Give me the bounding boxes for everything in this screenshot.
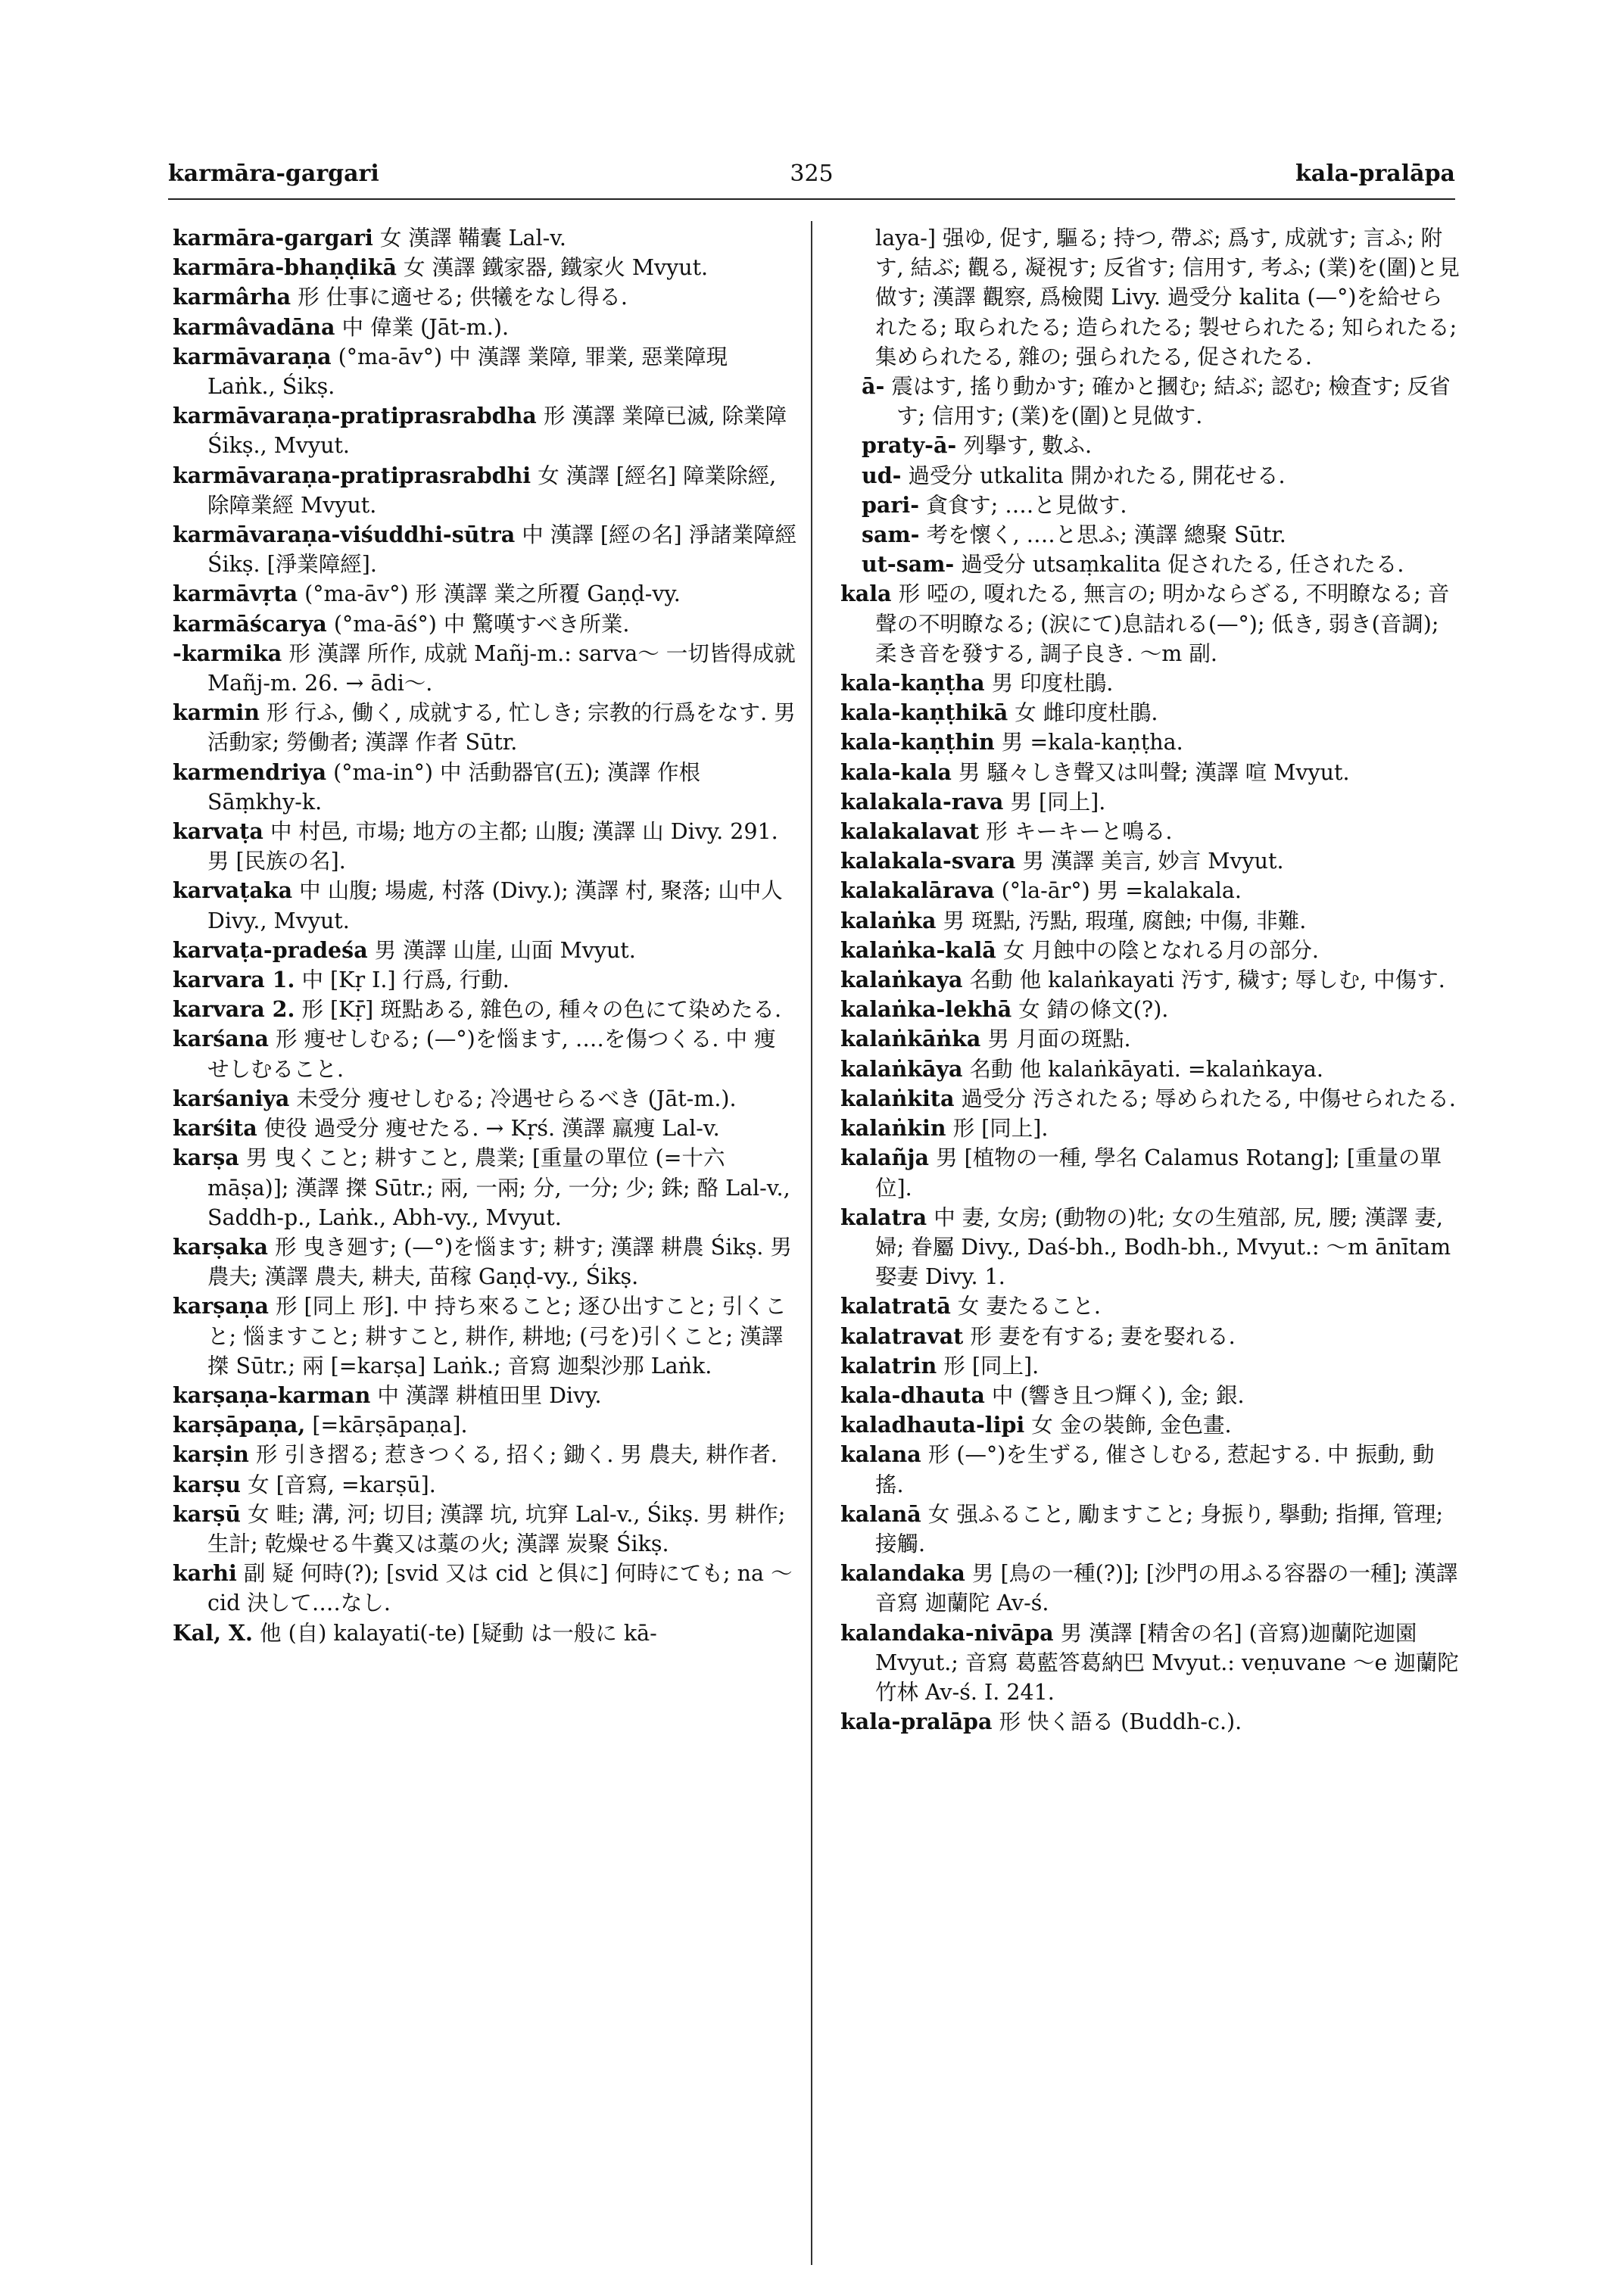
dictionary-entry (173, 579, 797, 609)
entry-headword: karṣu (173, 1471, 241, 1497)
dictionary-entry (840, 876, 1461, 905)
entry-definition: 形 行ふ, 働く, 成就する, 忙しき; 宗教的行爲をなす. 男 活動家; 勞働者; 漢譯 作者 Sūtr. (207, 700, 796, 756)
entry-definition: 男 [同上]. (1010, 789, 1106, 815)
entry-headword: kalatra (840, 1204, 927, 1230)
entry-headword: karvaṭa-pradeśa (173, 936, 368, 963)
entry-headword: karmāvaraṇa-pratiprasrabdhi (173, 462, 531, 488)
entry-definition: 中 村邑, 市場; 地方の主都; 山腹; 漢譯 山 Divy. 291. 男 [民族の名]. (207, 819, 778, 874)
entry-definition: (°ma-āv°) 形 漢譯 業之所覆 Gaṇḍ-vy. (304, 581, 681, 607)
dictionary-entry (173, 1084, 797, 1114)
entry-headword: kalaṅka-lekhā (840, 996, 1012, 1023)
entry-headword: kalaṅkita (840, 1085, 955, 1111)
dictionary-entry (173, 342, 797, 401)
dictionary-entry (840, 431, 1461, 460)
entry-headword: karṣaṇa-karman (173, 1382, 371, 1408)
entry-headword: ud- (862, 462, 902, 488)
dictionary-entry (840, 846, 1461, 876)
entry-headword: karśita (173, 1115, 257, 1142)
entry-definition: (°la-ār°) 男 =kalakala. (1001, 878, 1242, 904)
dictionary-entry (173, 609, 797, 639)
entry-definition: 男 [植物の一種, 學名 Calamus Rotang]; [重量の單位]. (875, 1145, 1442, 1201)
entry-headword: karmâvadāna (173, 313, 335, 340)
entry-headword: karmāra-gargari (173, 225, 373, 251)
dictionary-entry (173, 995, 797, 1024)
dictionary-entry (840, 1203, 1461, 1292)
entry-definition: 形 漢譯 所作, 成就 Mañj-m.: sarva〜 一切皆得成就 Mañj-m. 26. → ādi〜. (207, 640, 796, 696)
entry-definition: 形 快く語る (Buddh-c.). (999, 1709, 1242, 1735)
dictionary-entry (840, 1024, 1461, 1054)
dictionary-entry (173, 1381, 797, 1410)
dictionary-entry (840, 906, 1461, 936)
dictionary-entry (173, 758, 797, 817)
entry-definition: 形 啞の, 嗄れたる, 無言の; 明かならざる, 不明瞭なる; 音聲の不明瞭なる; (涙にて)息詰れる(—°); 低き, 弱き(音調); 柔き音を發する, 調子良き. 〜m 副. (875, 581, 1450, 666)
entry-definition: 形 痩せしむる; (—°)を惱ます, ‥‥を傷つくる. 中 痩せしむること. (207, 1027, 776, 1082)
dictionary-entry (840, 1707, 1461, 1737)
entry-headword: -karmika (173, 640, 282, 666)
entry-headword: karṣāpaṇa, (173, 1412, 306, 1438)
entry-headword: karvaṭaka (173, 877, 293, 904)
entry-headword: kala-pralāpa (840, 1709, 993, 1735)
dictionary-entry (173, 1618, 797, 1648)
entry-definition: 形 [同上 形]. 中 持ち來ること; 逐ひ出すこと; 引くこと; 惱ますこと; 耕すこと, 耕作, 耕地; (弓を)引くこと; 漢譯 搩 Sūtr.; 兩 [=karṣa] Laṅk.; 音寫 迦梨沙那 Laṅk. (207, 1294, 787, 1379)
entry-definition: 女 錆の條文(?). (1018, 997, 1169, 1023)
dictionary-entry (840, 461, 1461, 491)
entry-definition: 未受分 痩せしむる; 冷遇せらるべき (Jāt-m.). (296, 1086, 737, 1111)
entry-headword: karhi (173, 1560, 237, 1587)
entry-headword: kalatratā (840, 1293, 951, 1319)
entry-definition: 男 漢譯 美言, 妙言 Mvyut. (1022, 849, 1284, 874)
entry-definition: 形 [同上]. (952, 1116, 1049, 1142)
dictionary-entry (840, 1440, 1461, 1499)
left-column (173, 223, 797, 1648)
entry-headword: kala (840, 581, 892, 607)
dictionary-entry (840, 1322, 1461, 1351)
entry-definition: 過受分 汚されたる; 辱められたる, 中傷せられたる. (961, 1086, 1456, 1111)
entry-definition: 形 漢譯 業障已滅, 除業障 Śikṣ., Mvyut. (207, 403, 787, 459)
entry-headword: kalatravat (840, 1323, 964, 1349)
entry-definition: 名動 他 kalaṅkāyati. =kalaṅkaya. (969, 1056, 1323, 1082)
dictionary-entry (840, 817, 1461, 846)
entry-headword: Kal, X. (173, 1619, 253, 1646)
entry-definition: 男 =kala-kaṇṭha. (1001, 730, 1183, 756)
entry-headword: kalaṅka-kalā (840, 936, 996, 963)
dictionary-entry (173, 1500, 797, 1559)
entry-headword: kaladhauta-lipi (840, 1412, 1025, 1438)
entry-definition: 形 曳き廻す; (—°)を惱ます; 耕す; 漢譯 耕農 Śikṣ. 男 農夫; 漢譯 農夫, 耕夫, 苗稼 Gaṇḍ-vy., Śikṣ. (207, 1234, 792, 1290)
entry-definition: 男 [鳥の一種(?)]; [沙門の用ふる容器の一種]; 漢譯 音寫 迦蘭陀 Av-ś. (875, 1561, 1458, 1616)
entry-definition: 女 漢譯 鐵家器, 鐵家火 Mvyut. (404, 255, 709, 281)
dictionary-entry (840, 520, 1461, 550)
dictionary-entry (173, 1559, 797, 1618)
header-left-guide-word: karmāra-gargari (168, 160, 379, 187)
entry-headword: ut-sam- (862, 551, 955, 578)
entry-headword: kalatrin (840, 1352, 937, 1379)
entry-definition: 形 キーキーと鳴る. (986, 819, 1173, 845)
entry-headword: kalana (840, 1441, 921, 1468)
entry-headword: karmendriya (173, 759, 327, 785)
entry-definition: 過受分 utsaṃkalita 促されたる, 任されたる. (961, 552, 1404, 578)
dictionary-entry (173, 817, 797, 876)
entry-headword: kalakala-svara (840, 848, 1016, 874)
dictionary-entry (840, 1055, 1461, 1084)
dictionary-entry (840, 372, 1461, 431)
entry-definition: 形 [Kṝ] 斑點ある, 雜色の, 種々の色にて染めたる. (301, 997, 782, 1023)
entry-definition: 女 强ふること, 勵ますこと; 身振り, 擧動; 指揮, 管理; 接觸. (875, 1501, 1444, 1556)
entry-definition: 女 漢譯 鞴囊 Lal-v. (379, 226, 566, 251)
entry-headword: karṣa (173, 1145, 239, 1171)
entry-headword: kalakalārava (840, 877, 995, 904)
entry-definition: 列擧す, 數ふ. (963, 433, 1093, 459)
entry-headword: karmāvaraṇa-viśuddhi-sūtra (173, 522, 516, 548)
dictionary-entry (173, 461, 797, 520)
dictionary-entry (840, 1291, 1461, 1321)
entry-definition: 女 雌印度杜鵑. (1015, 700, 1158, 726)
dictionary-entry (173, 253, 797, 282)
entry-definition: 男 月面の斑點. (987, 1027, 1131, 1052)
entry-headword: kala-dhauta (840, 1382, 985, 1408)
entry-headword: kalanā (840, 1500, 921, 1527)
entry-headword: karmāścarya (173, 610, 327, 637)
dictionary-entry (173, 639, 797, 698)
entry-definition: 中 偉業 (Jāt-m.). (341, 314, 510, 340)
entry-headword: kalakala-rava (840, 788, 1004, 815)
entry-headword: kalañja (840, 1145, 930, 1171)
dictionary-entry (173, 1440, 797, 1469)
entry-definition: 女 漢譯 [經名] 障業除經, 除障業經 Mvyut. (207, 463, 777, 518)
entry-headword: kalandaka (840, 1560, 965, 1587)
dictionary-entry (840, 1351, 1461, 1381)
entry-definition: 女 妻たること. (957, 1294, 1101, 1319)
entry-definition: 男 漢譯 [精舍の名] (音寫)迦蘭陀迦園 Mvyut.; 音寫 葛藍答葛納巴 Mvyut.: veṇuvane 〜e 迦蘭陀竹林 Av-ś. I. 241. (875, 1620, 1459, 1705)
entry-headword: kalakalavat (840, 818, 980, 845)
dictionary-entry (840, 491, 1461, 520)
dictionary-entry (840, 668, 1461, 698)
entry-headword: karmāra-bhaṇḍikā (173, 254, 397, 281)
dictionary-entry (840, 1143, 1461, 1202)
entry-headword: karmāvṛta (173, 581, 298, 607)
dictionary-entry (173, 401, 797, 460)
entry-headword: karmârha (173, 284, 291, 310)
entry-headword: pari- (862, 491, 920, 518)
dictionary-entry (840, 223, 1461, 372)
dictionary-entry (173, 965, 797, 995)
entry-definition: 形 (—°)を生ずる, 催さしむる, 惹起する. 中 振動, 動搖. (875, 1442, 1435, 1497)
entry-definition: 震はす, 搖り動かす; 確かと摑む; 結ぶ; 認む; 檢査す; 反省す; 信用す; (業)を(圍)と見做す. (891, 374, 1451, 429)
dictionary-entry (840, 550, 1461, 579)
entry-definition: 男 印度杜鵑. (991, 671, 1114, 696)
dictionary-entry (173, 1410, 797, 1440)
entry-headword: kalaṅkin (840, 1115, 946, 1142)
entry-definition: (°ma-āv°) 中 漢譯 業障, 罪業, 惡業障現 Laṅk., Śikṣ. (207, 344, 728, 400)
entry-headword: kalandaka-nivāpa (840, 1619, 1054, 1646)
entry-definition: 中 山腹; 場處, 村落 (Divy.); 漢譯 村, 聚落; 山中人 Divy., Mvyut. (207, 878, 783, 933)
entry-definition: 貪食す; ‥‥と見做す. (926, 492, 1127, 518)
entry-definition: 女 畦; 溝, 河; 切目; 漢譯 坑, 坑穽 Lal-v., Śikṣ. 男 耕作; 生計; 乾燥せる牛糞又は藁の火; 漢譯 炭聚 Śikṣ. (207, 1501, 786, 1556)
entry-headword: ā- (862, 373, 885, 400)
dictionary-entry (840, 1114, 1461, 1143)
entry-headword: karṣaṇa (173, 1293, 269, 1319)
dictionary-entry (173, 698, 797, 757)
entry-definition: 副 疑 何時(?); [svid 又は cid と俱に] 何時にても; na 〜 cid 決して‥‥なし. (207, 1561, 793, 1616)
dictionary-entry (173, 876, 797, 935)
entry-definition: [=kārṣāpaṇa]. (312, 1413, 468, 1438)
entry-definition: 女 [音寫, =karṣū]. (248, 1472, 436, 1497)
entry-definition: 男 曳くこと; 耕すこと, 農業; [重量の單位 (=十六 māṣa)]; 漢譯 搩 Sūtr.; 兩, 一兩; 分, 一分; 少; 銖; 酪 Lal-v., Saddh-p., Laṅk., Abh-vy., Mvyut. (207, 1145, 790, 1230)
dictionary-entry (840, 1381, 1461, 1410)
entry-headword: praty-ā- (862, 432, 957, 459)
dictionary-entry (173, 936, 797, 965)
entry-headword: kalaṅkāya (840, 1055, 963, 1082)
dictionary-entry (840, 1618, 1461, 1708)
entry-definition: 名動 他 kalaṅkayati 汚す, 穢す; 辱しむ, 中傷す. (969, 967, 1445, 993)
entry-definition: 男 漢譯 山崖, 山面 Mvyut. (374, 937, 636, 963)
entry-headword: karvaṭa (173, 818, 263, 845)
column-divider (811, 221, 812, 2265)
dictionary-entry (173, 1291, 797, 1381)
dictionary-entry (840, 995, 1461, 1024)
dictionary-entry (840, 1084, 1461, 1114)
dictionary-entry (173, 1143, 797, 1232)
dictionary-entry (840, 698, 1461, 727)
entry-headword: karṣaka (173, 1233, 268, 1260)
entry-definition: 中 (響き且つ輝く), 金; 銀. (991, 1382, 1245, 1408)
dictionary-entry (173, 1232, 797, 1291)
entry-definition: 形 引き摺る; 惹きつくる, 招く; 鋤く. 男 農夫, 耕作者. (255, 1442, 778, 1468)
entry-definition: 中 漢譯 [經の名] 淨諸業障經 Śikṣ. [淨業障經]. (207, 522, 797, 578)
entry-definition: 形 [同上]. (943, 1353, 1040, 1379)
page-number: 325 (790, 160, 834, 187)
entry-definition: (°ma-āś°) 中 驚嘆すべき所業. (333, 611, 630, 637)
entry-definition: 女 月蝕中の陰となれる月の部分. (1002, 937, 1319, 963)
entry-definition: 男 斑點, 汚點, 瑕瑾, 腐蝕; 中傷, 非難. (943, 908, 1307, 933)
entry-definition: 中 [Kṛ I.] 行爲, 行動. (301, 967, 510, 993)
entry-headword: kalaṅkaya (840, 967, 963, 993)
entry-headword: karvara 2. (173, 996, 295, 1023)
entry-headword: kala-kaṇṭhin (840, 729, 995, 756)
dictionary-entry (840, 579, 1461, 668)
entry-definition: 女 金の裝飾, 金色畫. (1031, 1413, 1232, 1438)
entry-headword: kalaṅka (840, 907, 937, 933)
dictionary-entry (840, 965, 1461, 995)
dictionary-entry (840, 787, 1461, 817)
dictionary-entry (173, 223, 797, 253)
entry-definition: (°ma-in°) 中 活動器官(五); 漢譯 作根 Sāṃkhy-k. (207, 759, 701, 815)
page-header (168, 160, 1455, 198)
entry-headword: karṣin (173, 1441, 249, 1468)
dictionary-entry (840, 727, 1461, 757)
entry-headword: karṣū (173, 1500, 241, 1527)
dictionary-entry (840, 758, 1461, 787)
dictionary-entry (173, 520, 797, 579)
entry-definition: 過受分 utkalita 開かれたる, 開花せる. (908, 463, 1286, 488)
entry-headword: karmin (173, 699, 260, 726)
header-rule (168, 198, 1455, 200)
dictionary-entry (840, 1559, 1461, 1618)
entry-headword: kala-kaṇṭha (840, 670, 985, 696)
entry-headword: kala-kala (840, 759, 952, 785)
entry-headword: karśaniya (173, 1085, 290, 1111)
entry-definition: 形 妻を有する; 妻を娶れる. (970, 1323, 1236, 1349)
entry-headword: sam- (862, 522, 920, 548)
entry-definition: 他 (自) kalayati(-te) [疑動 は一般に kā- (260, 1620, 657, 1646)
dictionary-entry (173, 282, 797, 312)
dictionary-entry (173, 313, 797, 342)
entry-definition: 考を懷く, ‥‥と思ふ; 漢譯 總聚 Sūtr. (926, 522, 1286, 548)
dictionary-entry (840, 1500, 1461, 1559)
entry-definition: 使役 過受分 痩せたる. → Kṛś. 漢譯 羸痩 Lal-v. (263, 1116, 720, 1142)
entry-definition: 男 騷々しき聲又は叫聲; 漢譯 喧 Mvyut. (958, 759, 1350, 785)
header-right-guide-word: kala-pralāpa (1295, 160, 1455, 187)
entry-definition: laya-] 强ゆ, 促す, 驅る; 持つ, 帶ぶ; 爲す, 成就す; 言ふ; 附す, 結ぶ; 觀る, 凝視す; 反省す; 信用す, 考ふ; (業)を(圍)と見做す; 漢譯 觀察, 爲檢閱 Livy. 過受分 kalita (—°)を給せられたる; 取られたる; 造られたる; 製せられたる; 知られたる; 集められたる, 雜の; 强られたる, 促されたる. (875, 226, 1460, 369)
dictionary-entry (840, 936, 1461, 965)
entry-headword: karśana (173, 1026, 269, 1052)
entry-headword: karmāvaraṇa (173, 343, 332, 369)
entry-headword: karmāvaraṇa-pratiprasrabdha (173, 403, 537, 429)
dictionary-entry (173, 1470, 797, 1500)
entry-headword: kalaṅkāṅka (840, 1026, 981, 1052)
entry-headword: kala-kaṇṭhikā (840, 699, 1008, 726)
entry-definition: 中 漢譯 耕植田里 Divy. (377, 1382, 602, 1408)
right-column (840, 223, 1461, 1737)
dictionary-entry (840, 1410, 1461, 1440)
dictionary-entry (173, 1114, 797, 1143)
entry-definition: 中 妻, 女房; (動物の)牝; 女の生殖部, 尻, 腰; 漢譯 妻, 婦; 眷屬 Divy., Daś-bh., Bodh-bh., Mvyut.: 〜m ānītam 娶妻 Divy. 1. (875, 1204, 1451, 1290)
entry-definition: 形 仕事に適せる; 供犧をなし得る. (298, 285, 628, 310)
dictionary-entry (173, 1024, 797, 1083)
entry-headword: karvara 1. (173, 967, 295, 993)
